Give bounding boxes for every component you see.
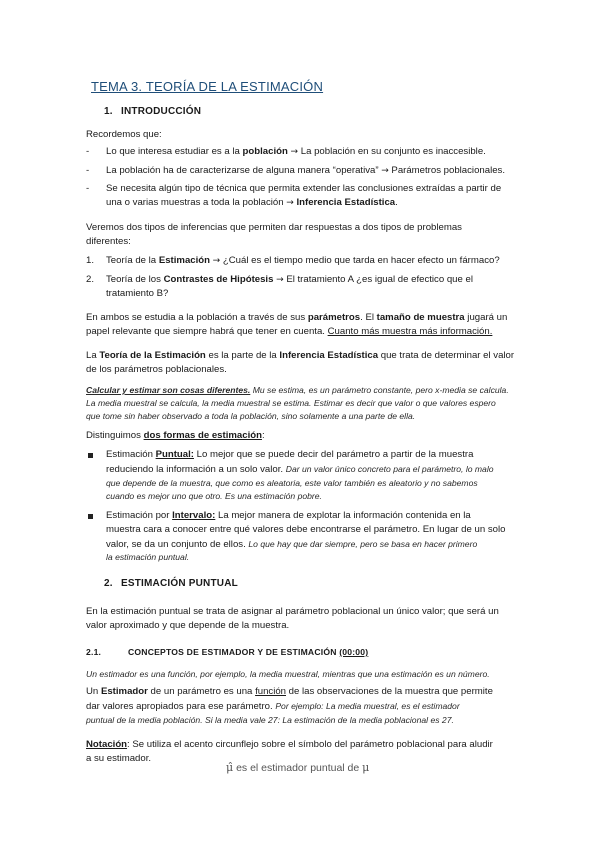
notacion-line-2: a su estimador. [86,753,152,764]
bullet-1: Lo que interesa estudiar es a la población → La población en su conjunto es inaccesible. [106,146,486,157]
calcular-line-1: Calcular y estimar son cosas diferentes. Mu se estima, es un parámetro constante, pero x-media se calcula. [86,385,509,395]
dash-bullet-3: - [86,183,90,194]
arrow-icon: → [381,166,389,176]
section-1-title: INTRODUCCIÓN [121,106,202,117]
estimador-line-1: Un Estimador de un parámetro es una función de las observaciones de la muestra que permite [86,686,493,697]
estimador-line-3: puntual de la media población. Si la media vale 27: La estimación de la media poblacional es 27. [86,715,454,725]
calcular-line-3: que tome sin haber observado a toda la población, sino solamente a una parte de ella. [86,411,416,421]
numbered-item-2: Teoría de los Contrastes de Hipótesis → El tratamiento A ¿es igual de efectico que el [106,274,473,285]
notacion-line-1: Notación: Se utiliza el acento circunflejo sobre el símbolo del parámetro poblacional para aludir [86,739,493,750]
timestamp: (00:00) [339,647,369,657]
formula-image: μ̂ es el estimador puntual de μ [226,761,370,774]
bullet-3-line-1: Se necesita algún tipo de técnica que permita extender las conclusiones extraídas a partir de [106,183,502,194]
section-2-title: ESTIMACIÓN PUNTUAL [121,578,238,589]
section-2-1-title: CONCEPTOS DE ESTIMADOR Y DE ESTIMACIÓN (00:00) [128,647,369,657]
distinguimos: Distinguimos dos formas de estimación: [86,430,265,441]
arrow-icon: → [286,198,294,208]
puntual-line-4: cuando es mejor uno que otro. Es una estimación pobre. [106,491,322,501]
arrow-icon: → [212,256,221,266]
teoria-line-1: La Teoría de la Estimación es la parte de la Inferencia Estadística que trata de determinar el valor [86,350,515,361]
ambos-line-1: En ambos se estudia a la población a través de sus parámetros. El tamaño de muestra jugará un [86,312,508,323]
puntual-line-2: reduciendo la información a un solo valor. Dar un valor único concreto para el parámetro, lo malo [106,464,494,475]
intervalo-line-1: Estimación por Intervalo: La mejor manera de explotar la información contenida en la [106,510,471,521]
section-2-1-number: 2.1. [86,647,102,657]
section-2-number: 2. [104,578,113,589]
square-bullet-2 [88,514,93,519]
teoria-line-2: de los parámetros poblacionales. [86,364,227,375]
puntual-line-3: que depende de la muestra, que como es aleatoria, este valor también es aleatorio y no sabemos [106,478,478,488]
veremos-line-1: Veremos dos tipos de inferencias que permiten dar respuestas a dos tipos de problemas [86,222,462,233]
numbered-item-1: Teoría de la Estimación → ¿Cuál es el tiempo medio que tarda en hacer efecto un fármaco? [106,255,500,266]
intro-text: Recordemos que: [86,129,162,140]
dash-bullet-1: - [86,146,90,157]
calcular-line-2: La media muestral se calcula, la media muestral se estima. Estimar es decir que valor o que valores espero [86,398,496,408]
arrow-icon: → [276,275,284,285]
mu-hat-symbol: μ̂ [226,761,234,774]
bullet-3-line-2: una o varias muestras a toda la población → Inferencia Estadística. [106,197,398,208]
estimador-line-2: dar valores apropiados para ese parámetro. Por ejemplo: La media muestral, es el estimador [86,701,460,712]
numbered-1-num: 1. [86,255,95,266]
puntual-intro-line-1: En la estimación puntual se trata de asignar al parámetro poblacional un único valor; que será un [86,606,499,617]
intervalo-line-3: valor, se da un conjunto de ellos. Lo que hay que dar siempre, pero se basa en hacer primero [106,539,478,550]
intervalo-line-4: la estimación puntual. [106,552,190,562]
arrow-icon: → [290,147,299,157]
dash-bullet-2: - [86,165,90,176]
numbered-item-2-line-2: tratamiento B? [106,288,169,299]
page-title: TEMA 3. TEORÍA DE LA ESTIMACIÓN [91,79,324,94]
numbered-2-num: 2. [86,274,95,285]
estimador-italic-note: Un estimador es una función, por ejemplo, la media muestral, mientras que una estimación es un número. [86,669,490,679]
ambos-line-2: papel relevante que siempre habrá que tener en cuenta. Cuanto más muestra más información. [86,326,493,337]
section-1-number: 1. [104,106,113,117]
puntual-line-1: Estimación Puntual: Lo mejor que se puede decir del parámetro a partir de la muestra [106,449,474,460]
intervalo-line-2: muestra cara a conocer entre qué valores debe encontrarse el parámetro. En lugar de un solo [106,524,506,535]
puntual-intro-line-2: valor aproximado y que depende de la muestra. [86,620,290,631]
square-bullet-1 [88,453,93,458]
bullet-2: La población ha de caracterizarse de alguna manera “operativa” → Parámetros poblacionales. [106,165,506,176]
mu-symbol: μ [362,761,370,774]
veremos-line-2: diferentes: [86,236,131,247]
